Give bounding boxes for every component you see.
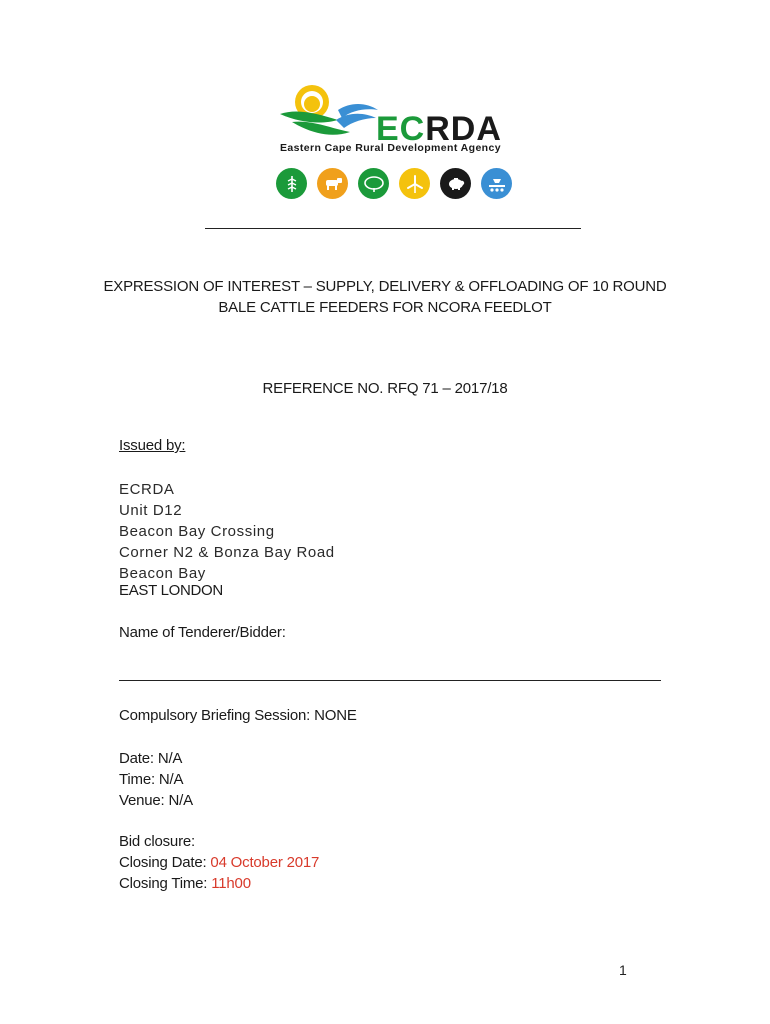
closing-time-value: 11h00	[211, 875, 251, 892]
briefing-time: Time: N/A	[119, 771, 184, 788]
closing-date	[119, 852, 319, 873]
divider-line	[205, 228, 581, 229]
title-line-1: EXPRESSION OF INTEREST – SUPPLY, DELIVERY & OFFLOADING OF 10 ROUND	[103, 278, 667, 295]
tenderer-name-fill-line	[119, 680, 661, 681]
brand-name	[376, 112, 502, 146]
address-line: ECRDA	[119, 481, 175, 498]
address-line: Unit D12	[119, 502, 183, 519]
briefing-venue: Venue: N/A	[119, 792, 193, 809]
brand-name-rda: RDA	[425, 110, 502, 148]
agro-processing-icon	[481, 168, 512, 199]
bid-closure-section	[119, 831, 319, 894]
title-line-2: BALE CATTLE FEEDERS FOR NCORA FEEDLOT	[218, 299, 552, 316]
document-title	[90, 276, 680, 318]
bid-closure-heading: Bid closure:	[119, 833, 195, 850]
issuer-address	[119, 479, 335, 584]
address-line: Beacon Bay	[119, 565, 206, 582]
issued-by-heading: Issued by:	[119, 437, 186, 454]
address-line: Corner N2 & Bonza Bay Road	[119, 544, 335, 561]
briefing-details	[119, 748, 193, 811]
closing-time	[119, 873, 319, 894]
reference-number: REFERENCE NO. RFQ 71 – 2017/18	[262, 380, 508, 397]
brand-tagline: Eastern Cape Rural Development Agency	[280, 142, 501, 154]
closing-time-label: Closing Time:	[119, 875, 212, 892]
briefing-date: Date: N/A	[119, 750, 183, 767]
ecrda-logo	[278, 80, 510, 162]
cattle-icon	[317, 168, 348, 199]
tenderer-name-label: Name of Tenderer/Bidder:	[119, 624, 286, 641]
closing-date-value: 04 October 2017	[210, 854, 320, 871]
sector-icon-row	[276, 168, 512, 200]
ecrda-sun-landscape-icon	[278, 80, 378, 144]
wind-energy-icon	[399, 168, 430, 199]
page-number: 1	[619, 962, 627, 978]
crops-icon	[276, 168, 307, 199]
closing-date-label: Closing Date:	[119, 854, 211, 871]
briefing-session: Compulsory Briefing Session: NONE	[119, 707, 357, 724]
finance-piggybank-icon	[440, 168, 471, 199]
address-line: Beacon Bay Crossing	[119, 523, 275, 540]
address-city: EAST LONDON	[119, 582, 223, 599]
forestry-icon	[358, 168, 389, 199]
brand-name-ec: EC	[376, 110, 426, 148]
